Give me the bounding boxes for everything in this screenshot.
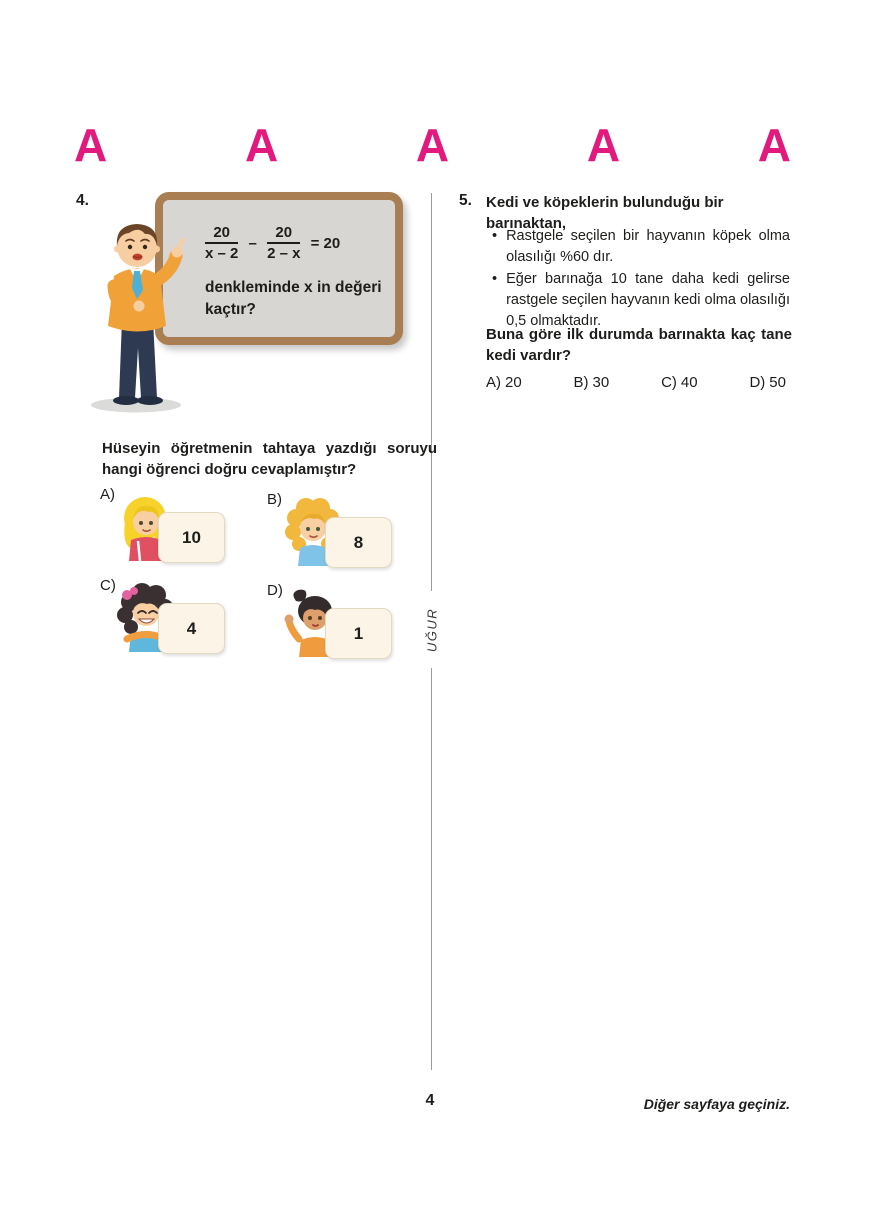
fraction-1 (205, 224, 238, 262)
column-divider-bottom (431, 668, 432, 1070)
option-c-label: C) (661, 374, 677, 391)
answer-value-a: 10 (182, 527, 201, 547)
option-a (486, 374, 522, 391)
equation (205, 224, 395, 262)
option-a-label: A) (100, 486, 115, 503)
teacher-illustration (86, 214, 198, 414)
option-c-label: C) (100, 577, 116, 594)
answer-card-d (325, 608, 392, 659)
answer-card-b (325, 517, 392, 568)
form-letter-a: A (74, 119, 107, 171)
bullet-marker: • (492, 228, 498, 244)
question-5-options (486, 374, 786, 391)
option-a-label: A) (486, 374, 501, 391)
option-b (574, 374, 610, 391)
answer-value-c: 4 (186, 618, 197, 638)
answer-value-b: 8 (353, 532, 364, 552)
option-b-label: B) (267, 491, 282, 508)
option-b (267, 491, 417, 581)
option-d-value: 50 (769, 374, 786, 391)
fraction-2 (267, 224, 300, 262)
question-5-text: Buna göre ilk durumda barınakta kaç tane kedi vardır? (486, 326, 792, 365)
column-divider-top (431, 193, 432, 591)
bullet-marker: • (492, 271, 498, 288)
form-letter-a: A (415, 119, 449, 171)
option-d (749, 374, 786, 391)
bullet-text: Rastgele seçilen bir hayvanın köpek olma olasılığı %60 dır. (506, 228, 790, 266)
bullet-text: Eğer barınağa 10 tane daha kedi gelirse rastgele seçilen hayvanın kedi olma olasılığı 0,5 olmaktadır. (506, 271, 790, 330)
question-5-intro: Kedi ve köpeklerin bulunduğu bir barınaktan, (486, 194, 724, 232)
minus-operator: – (248, 234, 257, 252)
fraction-2-numerator: 20 (267, 224, 300, 244)
option-a-value: 20 (505, 374, 522, 391)
fraction-1-numerator: 20 (205, 224, 238, 244)
equation-result: = 20 (310, 234, 341, 252)
option-c (100, 577, 250, 667)
option-b-value: 30 (592, 374, 610, 391)
option-b-label: B) (573, 374, 589, 391)
question-4-number: 4. (76, 192, 89, 209)
publisher-watermark: UĞUR (424, 607, 440, 653)
form-letter-a: A (757, 119, 790, 171)
option-d-label: D) (749, 374, 766, 391)
option-a (100, 486, 250, 576)
option-c (661, 374, 698, 391)
form-letter-a: A (586, 119, 620, 171)
question-4-text: Hüseyin öğretmenin tahtaya yazdığı soruyu hangi öğrenci doğru cevaplamıştır? (102, 440, 437, 479)
fraction-1-denominator: x – 2 (205, 245, 239, 262)
question-5-number: 5. (459, 192, 472, 209)
board-prompt-text: denkleminde x in değeri kaçtır? (205, 279, 382, 318)
next-page-note: Diğer sayfaya geçiniz. (643, 1096, 790, 1112)
form-letter-row (74, 119, 790, 171)
option-d (267, 582, 417, 672)
form-letter-a: A (244, 119, 278, 171)
answer-value-d: 1 (353, 623, 364, 643)
option-c-value: 40 (680, 374, 698, 391)
fraction-2-denominator: 2 – x (267, 245, 301, 262)
question-5-bullet-list (492, 226, 790, 333)
bullet-item (492, 269, 790, 332)
bullet-item (492, 226, 790, 268)
answer-card-a (158, 512, 225, 563)
page-number: 4 (425, 1092, 435, 1109)
option-d-label: D) (267, 582, 283, 599)
answer-card-c (158, 603, 225, 654)
question-4-options (100, 486, 420, 676)
